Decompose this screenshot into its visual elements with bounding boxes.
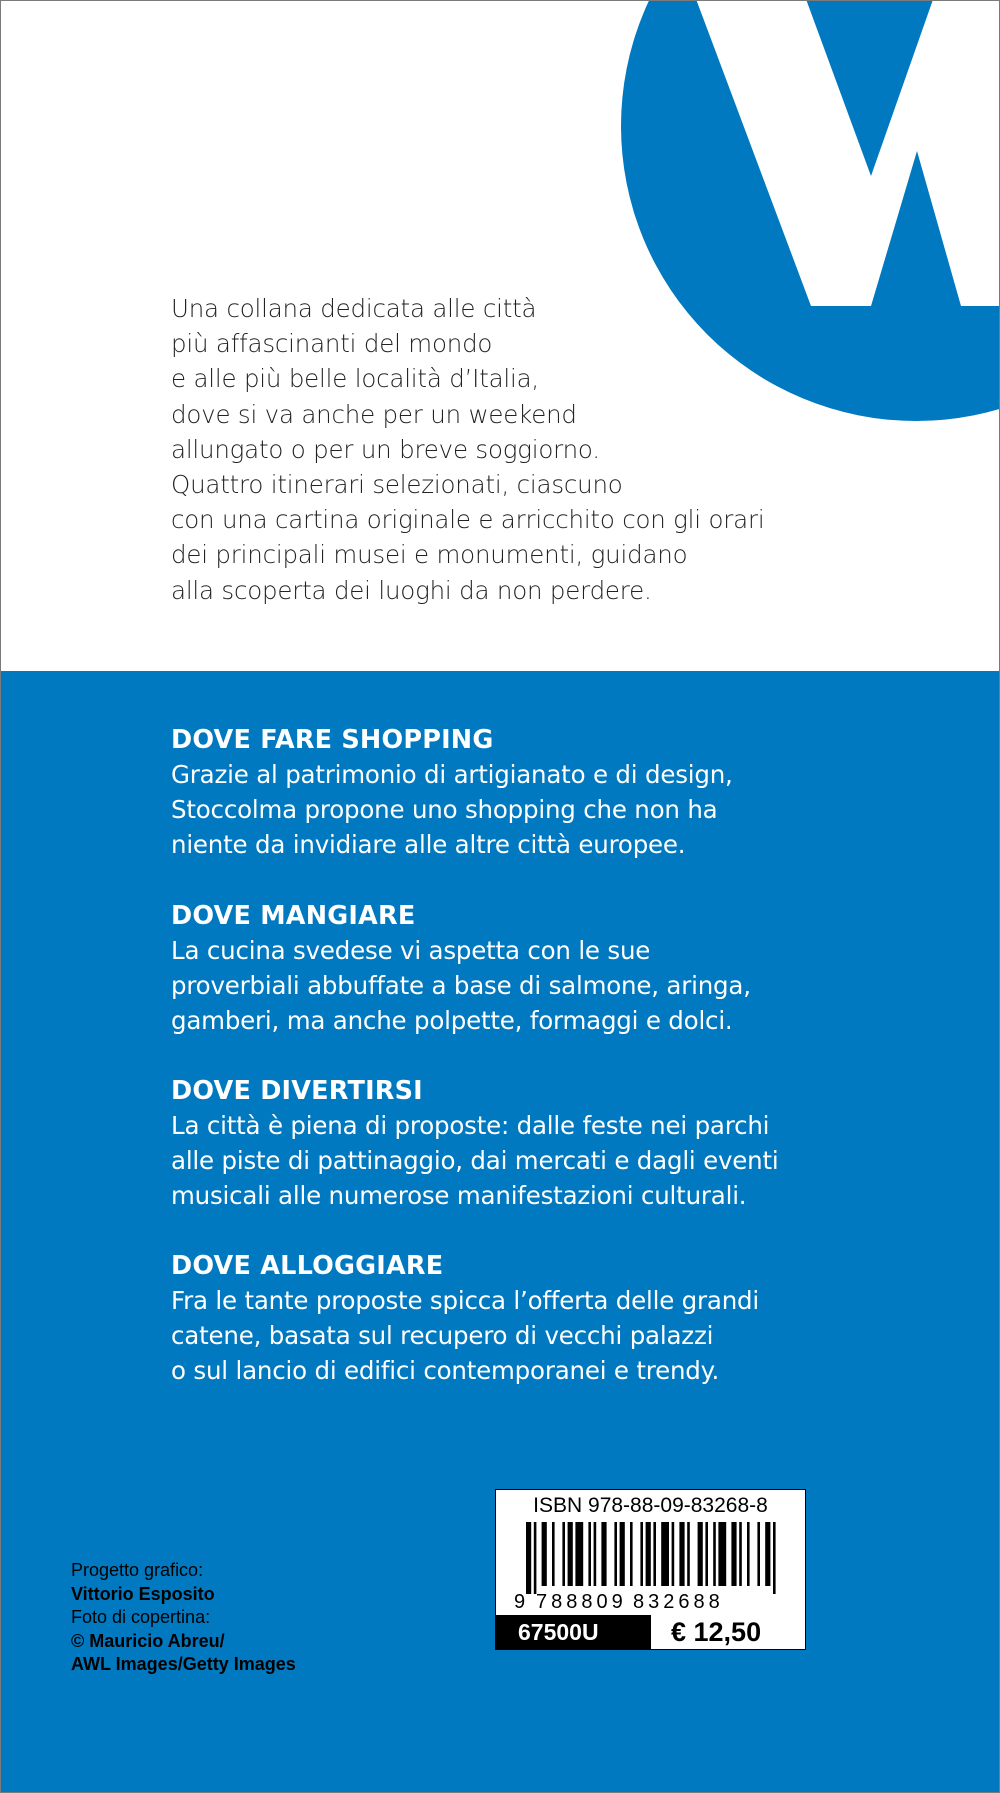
design-name: Vittorio Esposito	[71, 1583, 215, 1604]
barcode-bar	[713, 1522, 716, 1586]
credits	[71, 1559, 371, 1677]
barcode-digit-prefix: 9	[514, 1591, 526, 1613]
barcode-bar	[653, 1522, 656, 1586]
barcode-bar	[562, 1522, 565, 1586]
section-shopping	[171, 723, 971, 863]
product-code: 67500U	[496, 1615, 651, 1649]
photo-credit-line-2: AWL Images/Getty Images	[71, 1654, 296, 1674]
section-title: DOVE FARE SHOPPING	[171, 725, 494, 755]
barcode-bar	[568, 1522, 573, 1586]
barcode-bar	[773, 1522, 776, 1594]
barcode-bar	[614, 1522, 617, 1586]
barcode-digits-left: 788809	[536, 1591, 627, 1613]
barcode-bar	[640, 1522, 643, 1586]
barcode-bar	[646, 1522, 651, 1586]
photo-label: Foto di copertina:	[71, 1607, 211, 1627]
section-body: Grazie al patrimonio di artigianato e di design, Stoccolma propone uno shopping che non ha niente da invidiare alle altre città europee.	[171, 760, 733, 860]
barcode-bar	[630, 1522, 633, 1586]
section-title: DOVE DIVERTIRSI	[171, 1076, 423, 1106]
price: € 12,50	[671, 1617, 762, 1647]
barcode-label	[495, 1489, 806, 1650]
barcode-bar	[739, 1522, 742, 1586]
barcode-bar	[552, 1522, 555, 1586]
barcode-bar	[661, 1522, 669, 1586]
barcode-bar	[672, 1522, 675, 1586]
barcode-bar	[542, 1522, 547, 1586]
isbn-text: ISBN 978-88-09-83268-8	[533, 1494, 768, 1517]
barcode-icon	[496, 1522, 804, 1614]
barcode-bar	[747, 1522, 750, 1586]
barcode-bar	[687, 1522, 690, 1586]
section-entertainment	[171, 1074, 971, 1214]
barcode-bar	[679, 1522, 684, 1586]
section-title: DOVE ALLOGGIARE	[171, 1251, 444, 1281]
barcode-bar	[698, 1522, 703, 1586]
intro-paragraph: Una collana dedicata alle città più affascinanti del mondo e alle più belle località d’Italia, dove si va anche per un weekend allungato o per un breve soggiorno. Quattro itinerari selezionati, ciascuno con una cartina originale e arricchito con gli orari dei principali musei e monumenti, guidano alla scoperta dei luoghi da non perdere.	[171, 294, 765, 605]
barcode-bar	[575, 1522, 583, 1586]
barcode-bar	[601, 1522, 606, 1586]
section-title: DOVE MANGIARE	[171, 901, 416, 931]
barcode-bar	[757, 1522, 760, 1586]
section-body: La cucina svedese vi aspetta con le sue proverbiali abbuffate a base di salmone, aringa, gamberi, ma anche polpette, formaggi e dolci.	[171, 936, 751, 1036]
section-lodging	[171, 1249, 971, 1389]
section-eating	[171, 899, 971, 1039]
section-body: Fra le tante proposte spicca l’offerta delle grandi catene, basata sul recupero di vecchi palazzi o sul lancio di edifici contemporanei e trendy.	[171, 1286, 759, 1386]
barcode-bar	[731, 1522, 736, 1586]
barcode-bar	[620, 1522, 625, 1586]
barcode-bar	[534, 1522, 537, 1594]
barcode-digits-right: 832688	[633, 1591, 724, 1613]
barcode-bar	[765, 1522, 770, 1586]
barcode-bar	[526, 1522, 531, 1594]
section-body: La città è piena di proposte: dalle feste nei parchi alle piste di pattinaggio, dai mercati e dagli eventi musicali alle numerose manifestazioni culturali.	[171, 1111, 779, 1211]
barcode-bar	[718, 1522, 726, 1586]
design-label: Progetto grafico:	[71, 1560, 204, 1580]
photo-credit-line-1: © Mauricio Abreu/	[71, 1630, 225, 1651]
barcode-bar	[594, 1522, 597, 1586]
barcode-bar	[588, 1522, 591, 1586]
barcode-bar	[705, 1522, 708, 1586]
